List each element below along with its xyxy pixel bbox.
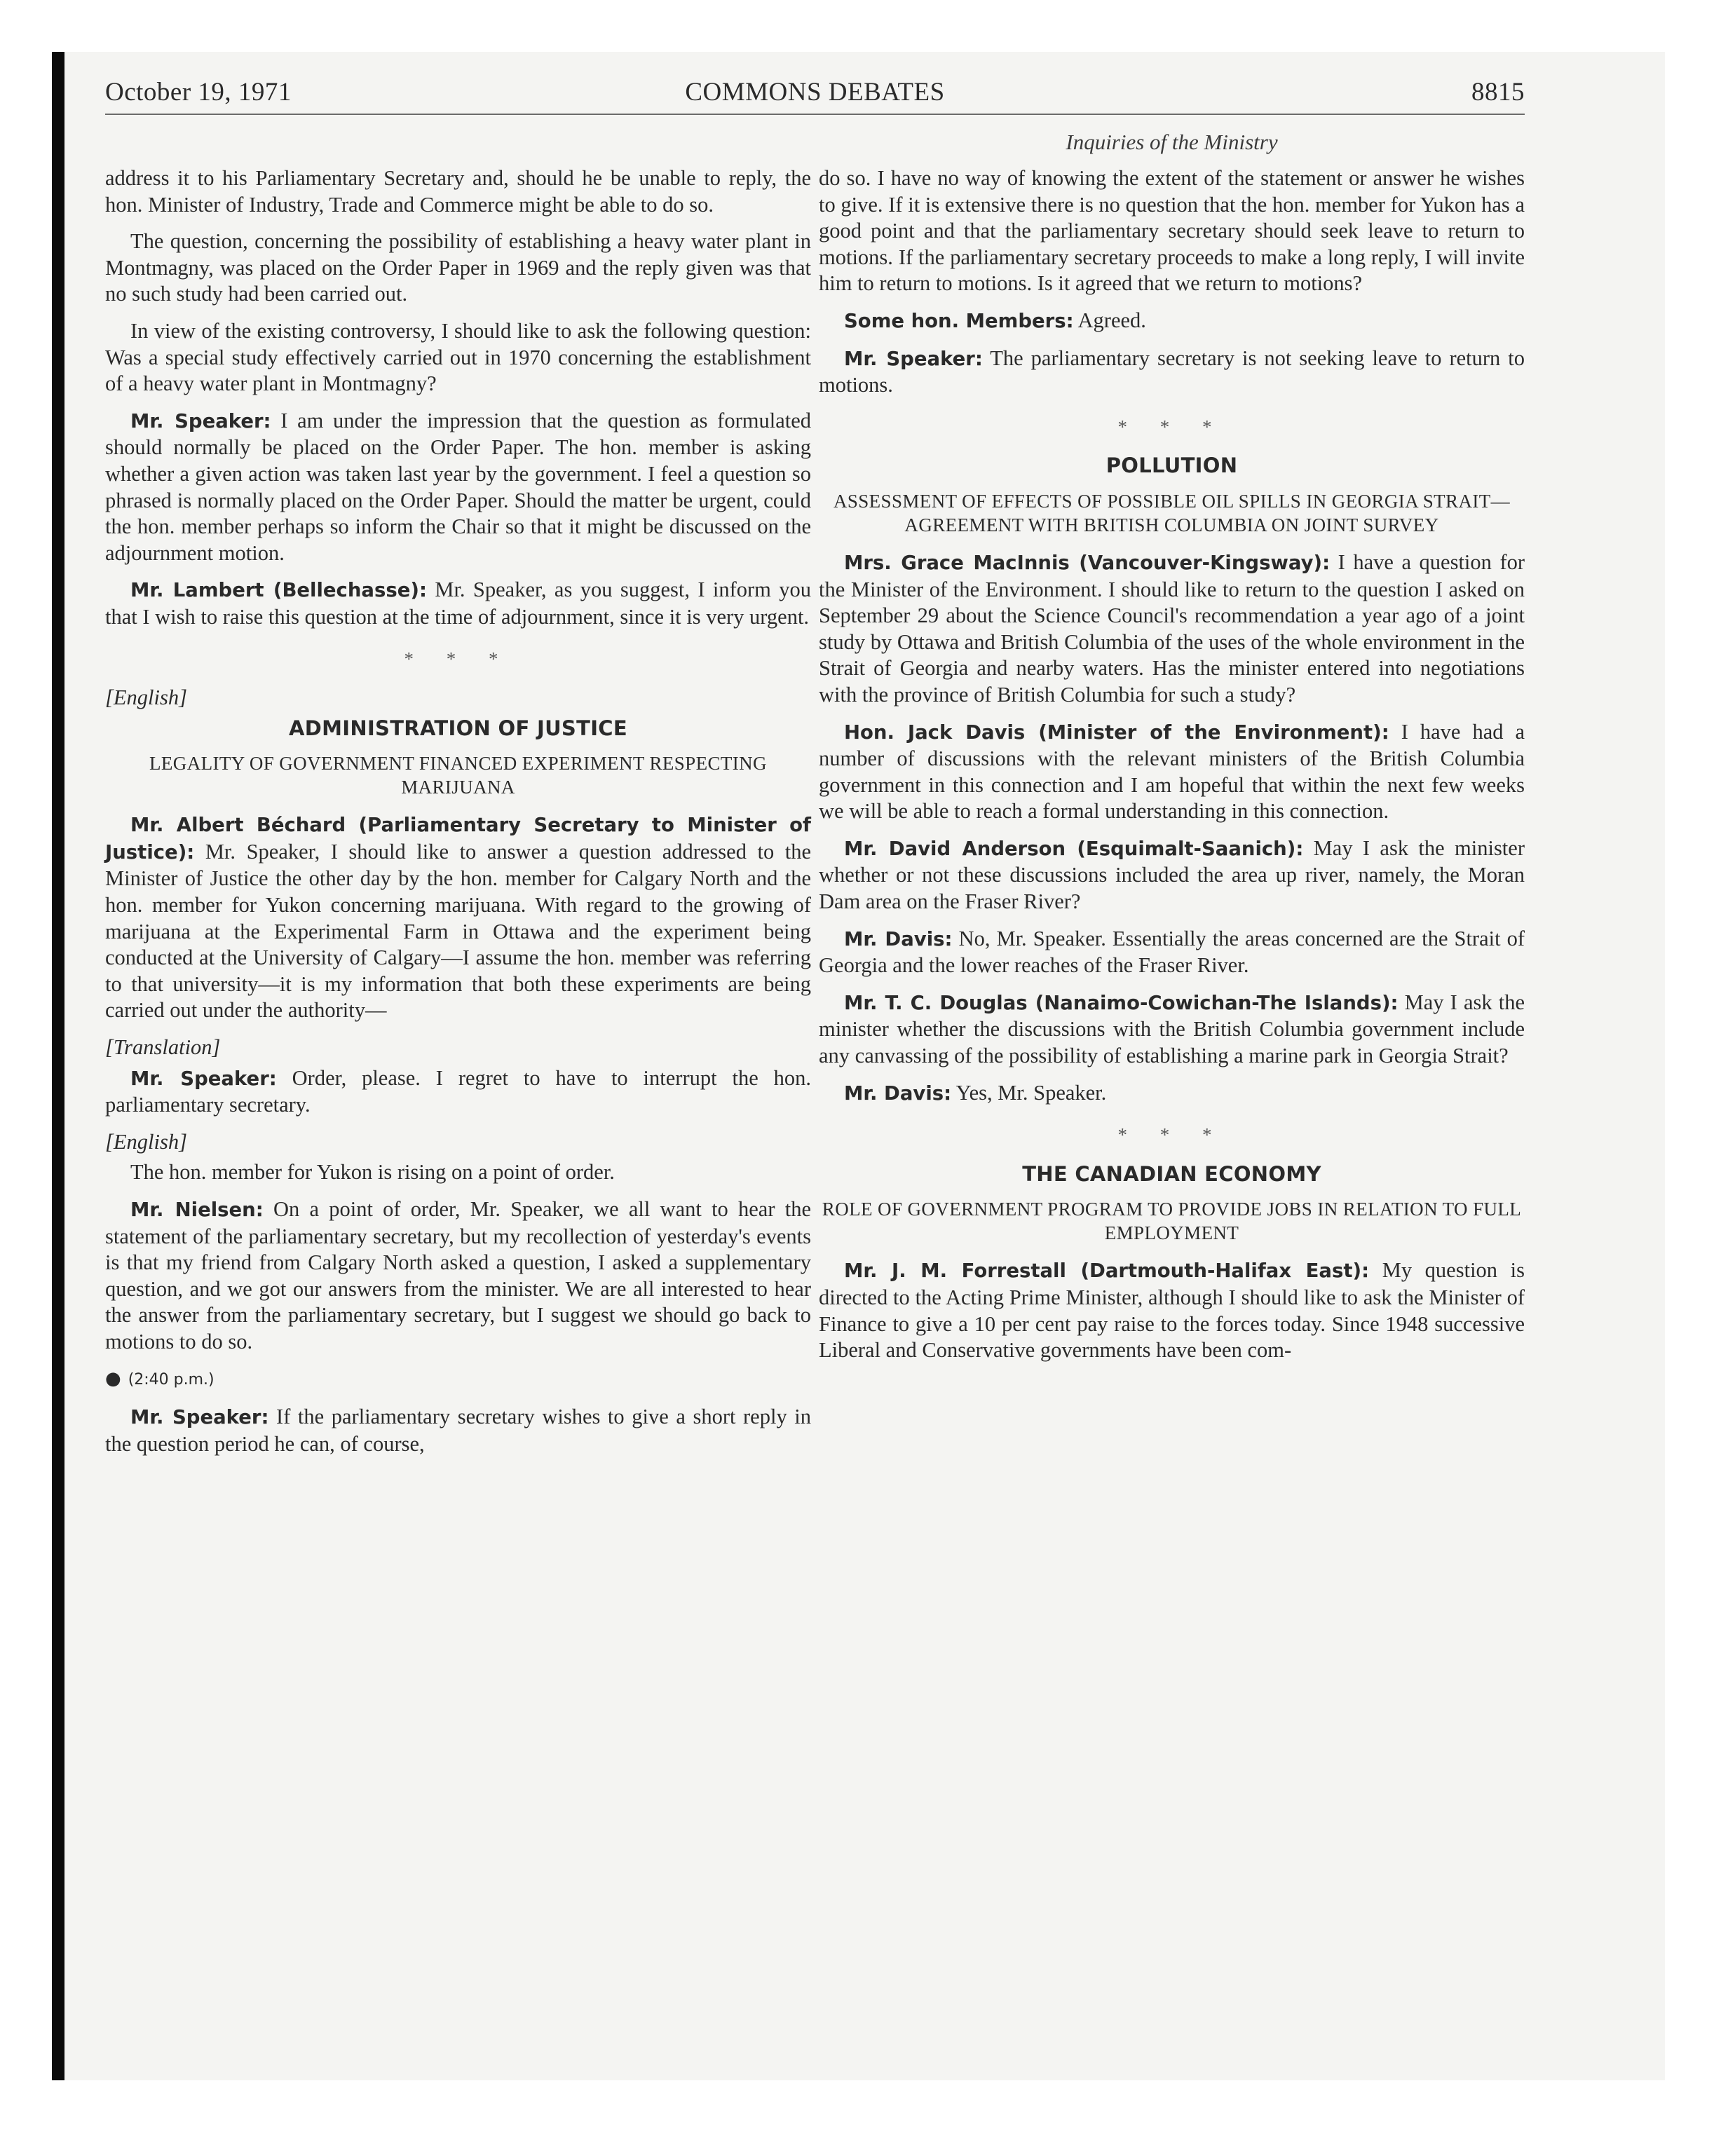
speaker-name: Mr. Speaker: xyxy=(844,347,983,370)
right-column xyxy=(819,165,1525,1374)
section-title: ADMINISTRATION OF JUSTICE xyxy=(289,716,627,740)
language-marker: [Translation] xyxy=(105,1035,221,1060)
header-title: COMMONS DEBATES xyxy=(685,78,945,107)
speech-text: May I ask the minister whether the discussions with the British Columbia government include any canvassing of the possibility of establishing a marine park in Georgia Strait? xyxy=(819,990,1525,1068)
section-subtitle: ROLE OF GOVERNMENT PROGRAM TO PROVIDE JOBS IN RELATION TO FULL EMPLOYMENT xyxy=(822,1199,1522,1244)
speech xyxy=(105,1196,811,1356)
speech xyxy=(819,835,1525,915)
speaker-name: Mr. Lambert (Bellechasse): xyxy=(130,579,427,602)
scan-edge-bar xyxy=(52,52,64,2080)
speaker-name: Some hon. Members: xyxy=(844,309,1074,332)
section-separator: * * * xyxy=(404,648,512,669)
speech-text: Mr. Speaker, I should like to answer a question addressed to the Minister of Justice the other day by the hon. member for Calgary North and the hon. member for Yukon concerning marijuana. With regard to the growing of marijuana at the Experimental Farm in Ottawa and the experiment being conducted at the University of Calgary—I assume the hon. member was referring to that university—it is my information that both these experiments are being carried out under the authority— xyxy=(105,839,811,1023)
speech-text: On a point of order, Mr. Speaker, we all want to hear the statement of the parliamentary secretary, but my recollection of yesterday's events is that my friend from Calgary North asked a question, I asked a supplementary question, and we got our answers from the minister. We are all interested to hear the answer from the parliamentary secretary, but I suggest we should go back to motions to do so. xyxy=(105,1197,811,1353)
speech xyxy=(819,1257,1525,1363)
speech xyxy=(819,719,1525,825)
speaker-name: Mr. Davis: xyxy=(844,927,953,950)
language-marker: [English] xyxy=(105,685,187,710)
speaker-name: Mr. Davis: xyxy=(844,1082,952,1105)
paragraph: The hon. member for Yukon is rising on a point of order. xyxy=(130,1160,615,1185)
section-separator: * * * xyxy=(1117,1124,1226,1146)
speech xyxy=(819,990,1525,1070)
speaker-name: Mr. David Anderson (Esquimalt-Saanich): xyxy=(844,837,1304,860)
speech-text: Order, please. I regret to have to interrupt the hon. parliamentary secretary. xyxy=(105,1065,811,1117)
paragraph: The question, concerning the possibility of establishing a heavy water plant in Montmagny, was placed on the Order Paper in 1969 and the reply given was that no such study had been carried out. xyxy=(105,229,811,306)
speech xyxy=(105,577,811,630)
speaker-name: Mr. Speaker: xyxy=(130,1067,277,1090)
speech-text: The parliamentary secretary is not seeking leave to return to motions. xyxy=(819,346,1525,397)
speaker-name: Mr. Albert Béchard (Parliamentary Secretary to Minister of Justice): xyxy=(105,814,811,864)
speech-text: I have a question for the Minister of the Environment. I should like to return to the question I asked on September 29 about the Science Council's recommendation a year ago of a joint study by Ottawa and British Columbia of the uses of the whole environment in the Strait of Georgia and nearby waters. Has the minister entered into negotiations with the province of British Columbia for such a study? xyxy=(819,550,1525,707)
page-number: 8815 xyxy=(1471,78,1525,107)
speaker-name: Mr. T. C. Douglas (Nanaimo-Cowichan-The Islands): xyxy=(844,991,1399,1014)
speech-text: If the parliamentary secretary wishes to give a short reply in the question period he can, of course, xyxy=(105,1405,811,1456)
speaker-name: Mrs. Grace MacInnis (Vancouver-Kingsway): xyxy=(844,551,1331,574)
speech xyxy=(105,812,811,1024)
speech xyxy=(819,346,1525,399)
header-date: October 19, 1971 xyxy=(105,78,292,107)
speaker-name: Mr. Speaker: xyxy=(130,409,271,432)
paragraph: In view of the existing controversy, I should like to ask the following question: Was a special study effectively carried out in 1970 concerning the establishment of a heavy water plant in Montmagny? xyxy=(105,318,811,396)
speech-text: May I ask the minister whether or not these discussions included the area up river, namely, the Moran Dam area on the Fraser River? xyxy=(819,835,1525,914)
speech xyxy=(819,308,1525,335)
speaker-name: Mr. J. M. Forrestall (Dartmouth-Halifax East): xyxy=(844,1260,1370,1283)
speech xyxy=(105,408,811,567)
time-marker xyxy=(105,1366,811,1393)
speech-text: Mr. Speaker, as you suggest, I inform you that I wish to raise this question at the time of adjournment, since it is very urgent. xyxy=(105,578,811,629)
speech xyxy=(105,1065,811,1119)
speech-text: No, Mr. Speaker. Essentially the areas concerned are the Strait of Georgia and the lower reaches of the Fraser River. xyxy=(819,926,1525,978)
speaker-name: Mr. Speaker: xyxy=(130,1406,269,1429)
speech-text: I have had a number of discussions with the relevant ministers of the British Columbia government in this connection and I am hopeful that within the next few weeks we will be able to reach a formal understanding in this connection. xyxy=(819,719,1525,824)
speaker-name: Hon. Jack Davis (Minister of the Environment): xyxy=(844,721,1389,744)
speech xyxy=(105,1404,811,1457)
speech-text: I am under the impression that the question as formulated should normally be placed on the Order Paper. The hon. member is asking whether a given action was taken last year by the government. I feel a question so phrased is normally placed on the Order Paper. Should the matter be urgent, could the hon. member perhaps so inform the Chair so that it might be discussed on the adjournment motion. xyxy=(105,408,811,565)
bullet-icon: ● xyxy=(105,1367,121,1389)
section-title: POLLUTION xyxy=(1105,453,1238,478)
speech-text: Agreed. xyxy=(1073,308,1146,332)
speech xyxy=(819,926,1525,979)
speech xyxy=(819,1080,1525,1107)
section-title: THE CANADIAN ECONOMY xyxy=(1022,1161,1321,1186)
section-separator: * * * xyxy=(1117,416,1226,437)
speech-text: Yes, Mr. Speaker. xyxy=(951,1080,1107,1105)
paragraph: do so. I have no way of knowing the extent of the statement or answer he wishes to give. If it is extensive there is no question that the hon. member for Yukon has a good point and that the parliamentary secretary should seek leave to return to motions. If the parliamentary secretary proceeds to make a long reply, I will invite him to return to motions. Is it agreed that we return to motions? xyxy=(819,166,1525,296)
time-stamp: (2:40 p.m.) xyxy=(128,1370,215,1389)
speech xyxy=(819,550,1525,709)
speaker-name: Mr. Nielsen: xyxy=(130,1199,264,1221)
left-column xyxy=(105,165,811,1468)
speech-text: My question is directed to the Acting Prime Minister, although I should like to ask the Minister of Finance to give a 10 per cent pay raise to the forces today. Since 1948 successive Liberal and Conservative governments have been com- xyxy=(819,1258,1525,1363)
section-subtitle: ASSESSMENT OF EFFECTS OF POSSIBLE OIL SPILLS IN GEORGIA STRAIT—AGREEMENT WITH BRITISH COLUMBIA ON JOINT SURVEY xyxy=(833,490,1511,535)
page-header xyxy=(105,77,1525,115)
section-subtitle: LEGALITY OF GOVERNMENT FINANCED EXPERIMENT RESPECTING MARIJUANA xyxy=(149,753,767,798)
paragraph: address it to his Parliamentary Secretary and, should he be unable to reply, the hon. Minister of Industry, Trade and Commerce might be able to do so. xyxy=(105,166,811,217)
running-head: Inquiries of the Ministry xyxy=(1066,130,1278,154)
language-marker: [English] xyxy=(105,1129,187,1154)
